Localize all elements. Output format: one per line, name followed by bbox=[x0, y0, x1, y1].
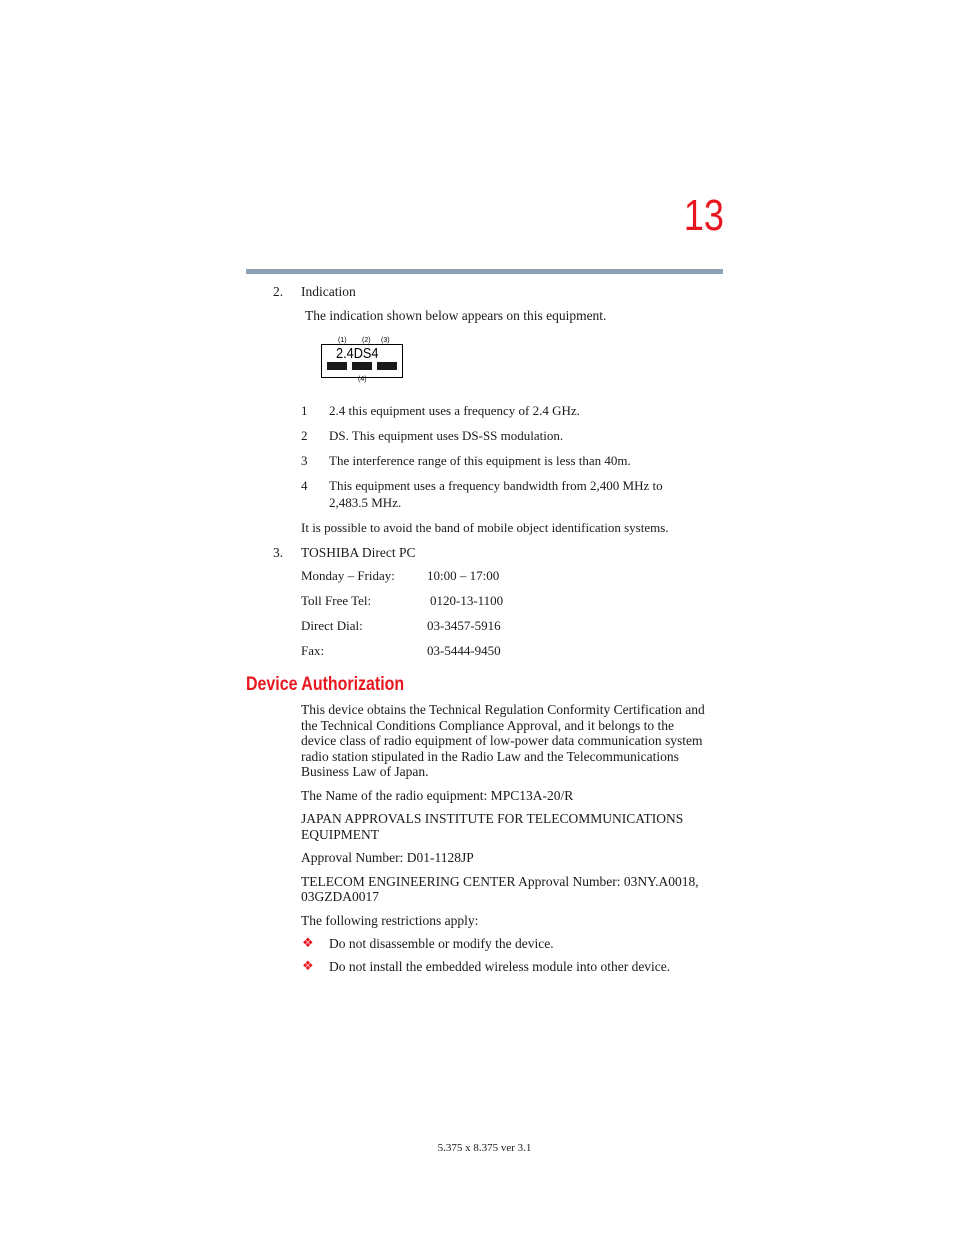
list-item-number: 4 bbox=[301, 478, 308, 493]
auth-paragraph-line: device class of radio equipment of low-power data communication system bbox=[301, 733, 703, 748]
list-item-number: 2 bbox=[301, 428, 308, 443]
radio-equipment-name: The Name of the radio equipment: MPC13A-20/R bbox=[301, 788, 574, 803]
item2-title: Indication bbox=[301, 284, 356, 299]
contact-value: 0120-13-1100 bbox=[430, 593, 504, 608]
label-marker-3: (3) bbox=[381, 337, 390, 344]
item3-title: TOSHIBA Direct PC bbox=[301, 545, 416, 560]
section-heading: Device Authorization bbox=[246, 674, 405, 695]
label-marker-2: (2) bbox=[362, 337, 371, 344]
label-bar-2 bbox=[352, 362, 372, 370]
list-item-text: The interference range of this equipment is less than 40m. bbox=[329, 453, 631, 468]
item3-number: 3. bbox=[273, 545, 284, 560]
contact-label: Direct Dial: bbox=[301, 618, 363, 633]
auth-paragraph-line: radio station stipulated in the Radio Law and the Telecommunications bbox=[301, 749, 679, 764]
list-item-text: DS. This equipment uses DS-SS modulation. bbox=[329, 428, 564, 443]
list-item-text: 2,483.5 MHz. bbox=[329, 495, 402, 510]
auth-paragraph-line: This device obtains the Technical Regulation Conformity Certification and bbox=[301, 702, 705, 717]
telec-line: TELECOM ENGINEERING CENTER Approval Number: 03NY.A0018, bbox=[301, 874, 699, 889]
list-item-number: 3 bbox=[301, 453, 308, 468]
contact-value: 10:00 – 17:00 bbox=[427, 568, 500, 583]
restriction-item: Do not install the embedded wireless module into other device. bbox=[329, 959, 671, 974]
approval-number: Approval Number: D01-1128JP bbox=[301, 850, 474, 865]
restriction-item: Do not disassemble or modify the device. bbox=[329, 936, 554, 951]
bullet-icon: ❖ bbox=[302, 959, 314, 974]
label-marker-1: (1) bbox=[338, 337, 347, 344]
item2-note: It is possible to avoid the band of mobile object identification systems. bbox=[301, 520, 669, 535]
label-bar-1 bbox=[327, 362, 347, 370]
telec-line: 03GZDA0017 bbox=[301, 889, 379, 904]
auth-paragraph-line: the Technical Conditions Compliance Approval, and it belongs to the bbox=[301, 718, 674, 733]
jate-line: JAPAN APPROVALS INSTITUTE FOR TELECOMMUNICATIONS bbox=[301, 811, 684, 826]
label-marker-4: (4) bbox=[358, 376, 367, 383]
label-text: 2.4DS4 bbox=[336, 345, 379, 362]
list-item-number: 1 bbox=[301, 403, 308, 418]
item2-intro: The indication shown below appears on this equipment. bbox=[305, 308, 607, 323]
auth-paragraph-line: Business Law of Japan. bbox=[301, 764, 429, 779]
page-number: 13 bbox=[683, 191, 724, 240]
restrictions-intro: The following restrictions apply: bbox=[301, 913, 479, 928]
item2-number: 2. bbox=[273, 284, 284, 299]
header-rule bbox=[246, 269, 723, 274]
list-item-text: This equipment uses a frequency bandwidth from 2,400 MHz to bbox=[329, 478, 663, 493]
contact-label: Fax: bbox=[301, 643, 325, 658]
label-bar-3 bbox=[377, 362, 397, 370]
contact-value: 03-5444-9450 bbox=[427, 643, 501, 658]
bullet-icon: ❖ bbox=[302, 936, 314, 951]
list-item-text: 2.4 this equipment uses a frequency of 2.4 GHz. bbox=[329, 403, 580, 418]
contact-value: 03-3457-5916 bbox=[427, 618, 501, 633]
jate-line: EQUIPMENT bbox=[301, 827, 379, 842]
contact-label: Toll Free Tel: bbox=[301, 593, 372, 608]
contact-label: Monday – Friday: bbox=[301, 568, 395, 583]
page-footer: 5.375 x 8.375 ver 3.1 bbox=[437, 1142, 532, 1154]
